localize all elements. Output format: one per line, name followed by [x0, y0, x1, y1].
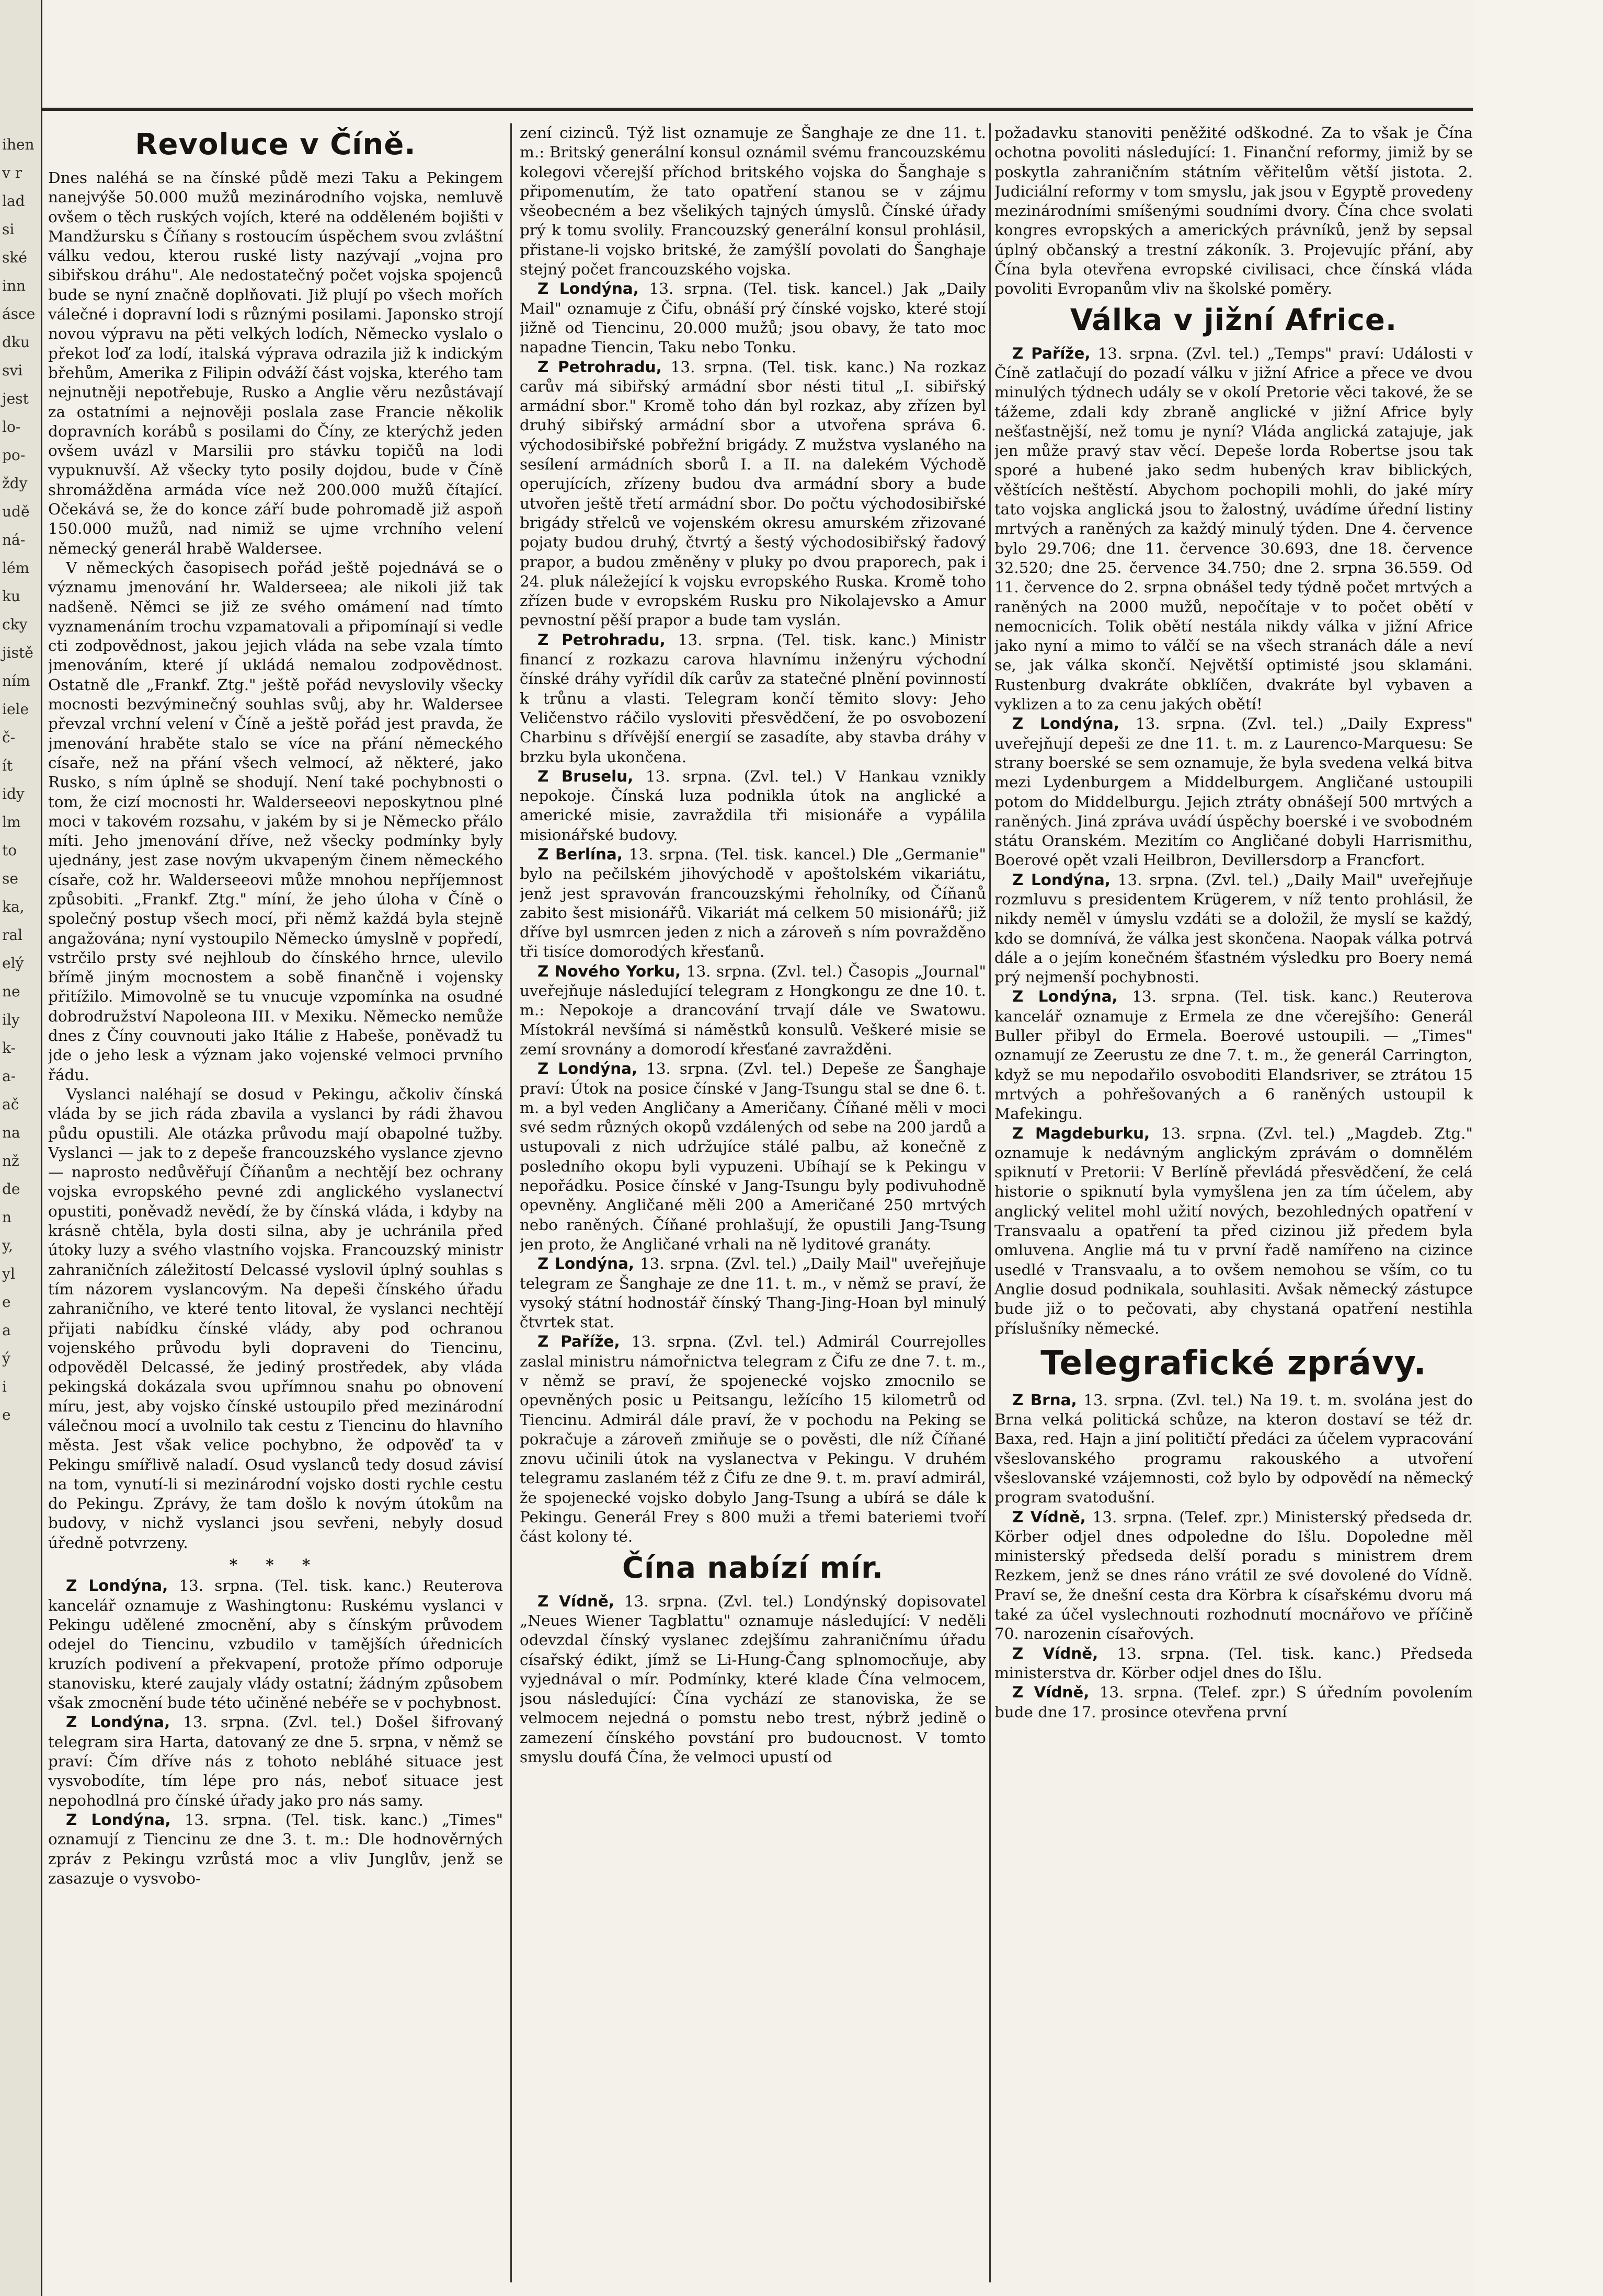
news-text: 13. srpna. (Telef. zpr.) Ministerský předseda dr. Körber odjel dnes odpoledne do Išlu. Dopoledne měl ministerský předseda delší poradu s ministrem drem Rezkem, jenž se dnes ráno vrátil ze své dovolené do Vídně. Praví se, že dnešní cesta dra Körbra k císařskému dvoru má také za účel vyslechnouti rozhodnutí mocnářovo ve příčině 70. narozenin císařových. [994, 1508, 1473, 1643]
gutter-fragment: e [2, 1406, 11, 1423]
news-text: 13. srpna. (Zvl. tel.) Na 19. t. m. svolána jest do Brna velká politická schůze, na kteron dostaví se též dr. Baxa, red. Hajn a jiní političtí předáci za účelem vypracování všeslovanského programu rakouského a utvoření všeslovanské vzájemnosti, což bylo by odpovědí na německý program svatodušní. [994, 1391, 1473, 1507]
news-place: Z Vídně, [537, 1592, 615, 1610]
gutter-fragment: lém [2, 559, 30, 577]
news-place: Z Nového Yorku, [537, 962, 681, 980]
article-heading: Válka v jižní Africe. [1070, 303, 1398, 337]
news-text: 13. srpna. (Zvl. tel.) Časopis „Journal" uveřejňuje následující telegram z Hongkongu ze dne 10. t. m.: Nepokoje a drancování trvají dále ve Swatowu. Místokrál nevšímá si náměstků konsulů. Veškeré misie se zemí srovnány a domorodí křesťané zavražděni. [520, 962, 986, 1058]
news-text: 13. srpna. (Tel. tisk. kanc.) Předseda ministerstva dr. Körber odjel dnes do Išlu. [994, 1644, 1473, 1682]
article-heading: Telegrafické zprávy. [1040, 1344, 1427, 1383]
article-paragraph: V německých časopisech pořád ještě pojednává se o významu jmenování hr. Walderseea; ale nikoli již tak nadšeně. Němci se již ze svého omámení nad tímto vyznamenáním trochu vzpamatovali a připomínají si vedle cti zodpovědnost, jakou jejich vláda na sebe vzala tímto jmenováním, které jí ukládá nemalou zodpovědnost. Ostatně dle „Frankf. Ztg." ještě pořád nevyslovily všecky mocnosti bezvýminečný souhlas svůj, aby hr. Waldersee převzal vrchní velení v Číně a ještě pořád jest pravda, že jmenování hraběte stalo se více na přání německého císaře, než na přání všech velmocí, až některé, jako Rusko, s ním úplně se shodují. Není také pochybnosti o tom, že cizí mocnosti hr. Walderseeovi neposkytnou plné moci v takovém rozsahu, v jakém by si je Německo přálo míti. Jeho jmenování dříve, než všecky podmínky byly ujednány, jest zase novým ukvapeným činem německého císaře, což hr. Walderseeovi může mnohou nepříjemnost způsobiti. „Frankf. Ztg." míní, že jeho úloha v Číně o společný postup všech mocí, při němž každá byla stejně angažována; nyní vystoupilo Německo úmyslně v popředí, vstrčilo prsty své nejhloub do čínského hrnce, ulevilo břímě jiným mocnostem a sobě finančně i vojensky přitížilo. Mimovolně se tu vnucuje vzpomínka na osudné dobrodružství Napoleona III. v Mexiku. Německo nemůže dnes z Číny couvnouti jako Itálie z Habeše, poněvadž tu jde o jeho lesk a význam jako vojenské velmoci prvního řádu. [48, 558, 503, 1084]
gutter-fragment: dku [2, 334, 30, 351]
news-text: 13. srpna. (Tel. tisk. kancel.) Dle „Germanie" bylo na pečilském jihovýchodě v apoštolském vikariátu, jenž jest spravován francouzskými řeholníky, od Číňanů zabito šest misionářů. Vikariát má celkem 50 misionářů; již dříve byl usmrcen jeden z nich a zároveň s ním povražděno tři tisíce domorodých křesťanů. [520, 845, 986, 961]
gutter-fragment: po- [2, 446, 26, 464]
news-item [994, 987, 1473, 1123]
gutter-fragment: udě [2, 503, 30, 520]
news-place: Z Vídně, [1012, 1644, 1098, 1662]
news-text: 13. srpna. (Tel. tisk. kanc.) „Times" oznamují z Tiencinu ze dne 3. t. m.: Dle hodnověrných zpráv z Pekingu vzrůstá moc a vliv Junglův, jenž se zasazuje o vysvobo- [48, 1810, 503, 1887]
gutter-fragment: de [2, 1180, 20, 1198]
gutter-fragment: iele [2, 701, 29, 718]
news-text: 13. srpna. (Telef. zpr.) S úředním povolením bude dne 17. prosince otevřena první [994, 1683, 1473, 1721]
news-text: 13. srpna. (Zvl. tel.) Admirál Courrejolles zaslal ministru námořnictva telegram z Čifu ze dne 7. t. m., v němž se praví, že spojenecké vojsko zmocnilo se opevněných posic u Peitsangu, ležícího 15 kilometrů od Tiencinu. Admirál dále praví, že v pochodu na Peking se pokračuje a zároveň zmiňuje se o pověsti, dle níž Číňané znovu učinili útok na vyslanectva v Pekingu. V druhém telegramu zaslaném též z Čifu ze dne 9. t. m. praví admirál, že spojenecké vojsko dobylo Jang-Tsung a ubírá se dále k Pekingu. Generál Frey s 800 muži a třemi bateriemi tvoří část kolony té. [520, 1333, 986, 1546]
news-item [520, 358, 986, 630]
gutter-fragment: se [2, 870, 18, 887]
news-item [520, 767, 986, 845]
news-item [520, 845, 986, 962]
news-place: Z Londýna, [66, 1577, 168, 1595]
gutter-fragment: jistě [2, 644, 33, 661]
news-text: 13. srpna. (Zvl. tel.) „Daily Mail" uveřejňuje telegram ze Šanghaje ze dne 11. t. m., v němž se praví, že vysoký státní hodnostář čínský Thang-Jing-Hoan byl minulý čtvrtek stat. [520, 1255, 986, 1331]
news-place: Z Londýna, [537, 1060, 638, 1078]
news-item [994, 714, 1473, 870]
gutter-fragment: ku [2, 588, 20, 605]
news-place: Z Londýna, [1012, 988, 1118, 1006]
news-text: 13. srpna. (Tel. tisk. kanc.) Reuterova kancelář oznamuje z Ermela ze dne včerejšího: Generál Buller přibyl do Ermela. Boerové ustoupili. — „Times" oznamují ze Zeerustu ze dne 7. t. m., že generál Carrington, když se mu nepodařilo osvoboditi Elandsriver, se ztrátou 15 mrtvých a pohřešovaných a 6 raněných ustoupil k Mafekingu. [994, 988, 1473, 1123]
column-2 [520, 123, 986, 2282]
news-text: 13. srpna. (Zvl. tel.) Depeše ze Šanghaje praví: Útok na posice čínské v Jang-Tsungu stal se dne 6. t. m. a byl veden Angličany a Američany. Číňané měli v moci své sedm různých okopů vzdálených od sebe na 200 jardů a ustupovali z nich udržujíce stálé palbu, až konečně z posledního okopu byli vypuzeni. Ubíhají se k Pekingu v nepořádku. Posice čínské v Jang-Tsungu byly podivuhodně opevněny. Angličané měli 200 a Američané 250 mrtvých nebo raněných. Číňané prohlašují, že opustili Jang-Tsung jen proto, že Angličané vrhali na ně lyditové granáty. [520, 1060, 986, 1253]
gutter-fragment: ždy [2, 475, 28, 492]
gutter-fragment: to [2, 842, 17, 859]
gutter-fragment: k- [2, 1039, 16, 1057]
news-place: Z Londýna, [66, 1810, 171, 1829]
page-margin [1473, 0, 1603, 2296]
gutter-fragment: ka, [2, 898, 25, 915]
news-item [520, 962, 986, 1059]
gutter-fragment: lad [2, 192, 25, 210]
news-text: 13. srpna. (Zvl. tel.) „Daily Express" uveřejňují depeši ze dne 11. t. m. z Laurenco-Marquesu: Se strany boerské se sem oznamuje, že byla svedena velká bitva mezi Lydenburgem a Middelburgem. Angličané ustoupili potom do Middelburgu. Jejich ztráty obnášejí 500 mrtvých a raněných. Jiná zpráva uvádí úspěchy boerské i ve svobodném státu Oranském. Mezitím co Angličané dobyli Harrismithu, Boerové opět vzali Heilbron, Devillersdorp a Francfort. [994, 715, 1473, 869]
news-item [520, 630, 986, 767]
gutter-fragment: nž [2, 1152, 19, 1169]
gutter-fragment: č- [2, 729, 16, 746]
gutter-fragment: idy [2, 785, 25, 802]
news-place: Z Magdeburku, [1012, 1124, 1150, 1142]
news-place: Z Petrohradu, [537, 630, 666, 649]
news-place: Z Paříže, [1012, 344, 1091, 362]
gutter-fragment: ské [2, 249, 27, 266]
news-item [994, 870, 1473, 988]
news-item [520, 1254, 986, 1332]
gutter-fragment: v r [2, 164, 22, 181]
gutter-fragment: n [2, 1209, 12, 1226]
news-place: Z Petrohradu, [537, 358, 662, 376]
gutter-fragment: ít [2, 757, 13, 774]
gutter-fragment: a- [2, 1067, 16, 1085]
news-text: 13. srpna. (Zvl. tel.) „Temps" praví: Události v Číně zatlačují do pozadí válku v jižní Africe a přece ve dvou minulých týdnech udály se v okolí Pretorie věci takové, že se tážeme, zdali kdy zbraně anglické v jižní Africe byly nešťastnější, než tomu je nyní? Vláda anglická zatajuje, jak jen může pravý stav věcí. Depeše lorda Robertse jsou tak sporé a hubené jako sedm hubených krav biblických, věštících neštěstí. Abychom pochopili mohli, do jaké míry tato vojska anglická jsou to žalostný, uvádíme úřední listiny mrtvých a raněných za každý minulý týden. Dne 4. července bylo 29.706; dne 11. července 30.693, dne 18. července 32.520; dne 25. července 34.750; dne 2. srpna 36.559. Od 11. července do 2. srpna obnášel tedy týdně počet mrtvých a raněných na 2000 mužů, nepočítaje v to počet obětí v nemocnicích. Tolik obětí nestála nikdy válka v jižní Africe jako nyní a mimo to válčí se na všech stranách dále a neví se, jak válka skončí. Největší optimisté jsou sklamáni. Rustenburg dvakráte obklíčen, dvakráte byl vybaven a vyklizen a to za cenu jakých obětí! [994, 344, 1473, 714]
gutter-fragment: na [2, 1124, 20, 1141]
gutter-fragment: ý [2, 1350, 10, 1367]
column-1 [48, 123, 503, 2282]
previous-page-edge [0, 0, 42, 2296]
news-item [994, 1124, 1473, 1338]
article-heading: Čína nabízí mír. [622, 1551, 884, 1585]
gutter-fragment: elý [2, 955, 24, 972]
article-heading: Revoluce v Číně. [135, 128, 416, 162]
news-place: Z Londýna, [1012, 715, 1120, 733]
gutter-fragment: ač [2, 1096, 19, 1113]
news-text: 13. srpna. (Zvl. tel.) „Daily Mail" uveřejňuje rozmluvu s presidentem Krügerem, v níž tento prohlásil, že nikdy neměl v úmyslu vzdáti se a doložil, že myslí se každý, kdo se domnívá, že válka jest skončena. Naopak válka potrvá dále a o jejím konečném šťastném výsledku pro Boery nemá prý nejmenší pochybnosti. [994, 870, 1473, 986]
article-paragraph: zení cizinců. Týž list oznamuje ze Šanghaje ze dne 11. t. m.: Britský generální konsul oznámil svému francouzskému kolegovi včerejší příchod britského vojska do Šanghaje s připomenutím, že tato opatření stanou se v zájmu všeobecném a bez všelikých tajných úmyslů. Čínské úřady prý k tomu svolily. Francouzský generální konsul prohlásil, přistane-li vojsko britské, že zamýšlí povolati do Šanghaje stejný počet francouzského vojska. [520, 124, 986, 279]
gutter-fragment: y, [2, 1237, 13, 1254]
gutter-fragment: lm [2, 813, 21, 831]
news-item [994, 1644, 1473, 1683]
news-text: 13. srpna. (Zvl. tel.) Došel šifrovaný telegram sira Harta, datovaný ze dne 5. srpna, v němž se praví: Čím dříve nás z tohoto nebláhé situace jest vysvobodíte, tím lépe pro nás, neboť situace jest nepohodlná pro čínské úřady jako pro nás samy. [48, 1713, 503, 1809]
news-place: Z Berlína, [537, 845, 623, 863]
gutter-fragment: ne [2, 983, 20, 1000]
column-3 [994, 123, 1473, 2282]
gutter-fragment: jest [2, 390, 29, 407]
gutter-fragment: i [2, 1378, 7, 1395]
news-item [520, 1059, 986, 1254]
header-rule [41, 108, 1603, 111]
column-divider [510, 123, 512, 2282]
news-text: 13. srpna. (Zvl. tel.) V Hankau vznikly nepokoje. Čínská luza podnikla útok na anglické a americké misie, zavraždila tři misionáře a vypálila misionářské budovy. [520, 767, 986, 844]
news-text: 13. srpna. (Tel. tisk. kanc.) Na rozkaz carův má sibiřský armádní sbor nésti titul „I. sibiřský armádní sbor." Kromě toho dán byl rozkaz, aby zřízen byl druhý sibiřský armádní sbor a utvořena správa 6. východosibiřské pobřežní brigády. Z mužstva vyslaného na sesílení armádních sborů I. a II. na dalekém Východě operujících, zřízeny budou dva armádní sbory a bude utvořen ještě třetí armádní sbor. Do počtu východosibiřské brigády střelců ve vojenském okresu amurském zřizované pojaty budou druhý, čtvrtý a šestý východosibiřský řadový prapor, a budou změněny v pluky po dvou praporech, pak i 24. pluk náležející k vojsku evropského Ruska. Kromě toho zřízen bude v evropském Rusku pro Nikolajevsko a Amur pevnostní pěší prapor a bude tam vyslán. [520, 358, 986, 629]
gutter-fragment: ihen [2, 136, 35, 153]
gutter-fragment: e [2, 1293, 11, 1311]
news-place: Z Londýna, [537, 1255, 635, 1273]
gutter-fragment: lo- [2, 418, 21, 435]
news-item [520, 279, 986, 357]
news-item [520, 1332, 986, 1546]
news-place: Z Londýna, [537, 280, 639, 298]
article-paragraph: Dnes naléhá se na čínské půdě mezi Taku a Pekingem nanejvýše 50.000 mužů mezinárodního vojska, nemluvě ovšem o těch ruských vojích, které na odděleném bojišti v Mandžursku s Číňany s rostoucím úspěchem svou zvláštní válku vedou, kterou ruské listy nazývají „vojna pro sibiřskou dráhu". Ale nedostatečný počet vojska spojenců bude se nyní značně doplňovati. Již plují po všech mořích válečné i dopravní lodi s různými posilami. Japonsko strojí novou výpravu na pěti velkých lodích, Německo vyslalo o překot loď za lodí, italská výprava odrazila již k indickým břehům, Amerika z Filipin odváží část vojska, kterého tam nejnutněji nepotřebuje, Rusko a Anglie věru nezůstávají za ostatními a nejnověji poslala zase Francie několik dopravních korábů s posilami do Číny, ze kterýchž jeden ovšem uvázl v Marsilii pro stávku topičů na lodi vypuknuvší. Až všecky tyto posily dojdou, bude v Číně shromážděna armáda více než 200.000 mužů čítající. Očekává se, že do konce září bude pohromadě již aspoň 150.000 mužů, nad nimiž se ujme vrchního velení německý generál hrabě Waldersee. [48, 169, 503, 557]
gutter-fragment: ásce [2, 305, 36, 323]
news-place: Z Vídně, [1012, 1508, 1086, 1526]
news-item [520, 1592, 986, 1767]
gutter-fragment: a [2, 1322, 11, 1339]
news-text: 13. srpna. (Tel. tisk. kanc.) Reuterova kancelář oznamuje z Washingtonu: Ruskému vyslanci v Pekingu udělené zmocnění, aby s čínským průvodem odejel do Tiencinu, vzbudilo v tamějších úřednicích kruzích podivení a překvapení, protože přímo odporuje stanovisku, které zaujaly vlády ostatní; žádným způsobem však zmocnění bude této učiněné nebéře se v pochybnost. [48, 1577, 503, 1712]
news-place: Z Londýna, [66, 1713, 170, 1731]
news-item [994, 1683, 1473, 1722]
news-text: 13. srpna. (Zvl. tel.) Londýnský dopisovatel „Neues Wiener Tagblattu" oznamuje následující: V neděli odevzdal čínský vyslanec zdejšímu zahraničnímu úřadu císařský édikt, jímž se Li-Hung-Čang splnomocňuje, aby vyjednával o mír. Podmínky, které klade Čína velmocem, jsou následující: Čína vychází ze stanoviska, že se velmocem nejedná o pomstu nebo trest, nýbrž jedině o zamezení čínského povstání pro budoucnost. V tomto smyslu doufá Čína, že velmoci upustí od [520, 1592, 986, 1766]
news-place: Z Vídně, [1012, 1683, 1090, 1702]
article-paragraph: požadavku stanoviti peněžité odškodné. Za to však je Čína ochotna povoliti následující: 1. Finanční reformy, jimiž by se poskytla zahraničním státním věřitelům větší jistota. 2. Judiciální reformy v tom smyslu, jak jsou v Egyptě provedeny mezinárodními smíšenými soudními dvory. Čína chce svolati kongres evropských a amerických právníků, jenž by sepsal úplný občanský a trestní zákoník. 3. Projevujíc přání, aby Čína byla otevřena evropské civilisaci, chce čínská vláda povoliti Evropanům vliv na školské poměry. [994, 124, 1473, 298]
news-text: 13. srpna. (Zvl. tel.) „Magdeb. Ztg." oznamuje k nedávným anglickým zprávám o domnělém spiknutí v Pretorii: V Berlíně převládá přesvědčení, že celá historie o spiknutí byla vymyšlena jen za tím účelem, aby anglický velitel mohl užití nových, bezohledných opatření v Transvaalu a opatření ta před cizinou již předem byla omluvena. Anglie má tu v první řadě namířeno na cizince usedlé v Transvaalu, a to ovšem nemohou se vším, co tu Anglie dosud podnikala, souhlasiti. Avšak německý zástupce bude již o to pečovati, aby chystaná opatření nestihla příslušníky německé. [994, 1124, 1473, 1337]
news-place: Z Bruselu, [537, 767, 634, 785]
news-item [48, 1713, 503, 1810]
news-item [994, 1391, 1473, 1508]
gutter-fragment: si [2, 221, 15, 238]
gutter-fragment: yl [2, 1265, 15, 1282]
news-item [48, 1810, 503, 1888]
section-separator: * * * [229, 1555, 322, 1574]
gutter-fragment: ily [2, 1011, 20, 1028]
news-place: Z Brna, [1012, 1391, 1077, 1409]
gutter-fragment: cky [2, 616, 28, 633]
article-paragraph: Vyslanci naléhají se dosud v Pekingu, ačkoliv čínská vláda by se jich ráda zbavila a vyslanci by rádi žhavou půdu opustili. Ale otázka průvodu mají obapolné tužby. Vyslanci — jak to z depeše francouzského vyslance zjevno — naprosto nedůvěřují Číňanům a nechtějí bez ochrany vojska evropského pevné zdi anglického vyslanectví opustiti, poněvadž nevědí, že by čínská vláda, i kdyby na krásně chtěla, byla dosti silna, aby je uchránila před útoky luzy a svého vlastního vojska. Francouzský ministr zahraničních záležitostí Delcassé vyslovil úplný souhlas s tím názorem vyslancovým. Na depeši čínského úřadu zahraničního, ve které tento litoval, že vyslanci nechtějí přijati nabídku čínské vlády, aby pod ochranou vojenského průvodu byli dopraveni do Tiencinu, odpověděl Delcassé, že jediný prostředek, aby vláda pekingská dokázala svou upřímnou snahu po obnovení míru, jest, aby vojsko čínské ustoupilo před mezinárodní válečnou mocí a uvolnilo tak cestu z Tiencinu do hlavního města. Jest však velice pochybno, že odpověď ta v Pekingu smířlivě naladí. Osud vyslanců tedy dosud závisí na tom, vynutí-li si mezinárodní vojsko dosti rychle cestu do Pekingu. Zprávy, že tam došlo k novým útokům na budovy, v nichž vyslanci jsou sevřeni, nebyly dosud úředně potvrzeny. [48, 1085, 503, 1552]
gutter-fragment: inn [2, 277, 26, 294]
column-divider [989, 123, 991, 2282]
gutter-fragment: ním [2, 672, 30, 690]
gutter-fragment: ral [2, 926, 23, 944]
news-place: Z Paříže, [537, 1333, 620, 1351]
news-text: 13. srpna. (Tel. tisk. kancel.) Jak „Daily Mail" oznamuje z Čifu, obnáší prý čínské vojsko, které stojí jižně od Tiencinu, 20.000 mužů; jsou obavy, že tato moc napadne Tiencin, Taku nebo Tonku. [520, 280, 986, 357]
news-place: Z Londýna, [1012, 870, 1110, 889]
news-text: 13. srpna. (Tel. tisk. kanc.) Ministr financí z rozkazu carova hlavnímu inženýru východní čínské dráhy vyřídil dík carův za statečné plnění povinností k trůnu a vlasti. Telegram končí těmito slovy: Jeho Veličenstvo ráčilo vysloviti přesvědčení, že po osvobození Charbinu s dřívější energií se zasadíte, aby stavba dráhy v brzku byla ukončena. [520, 630, 986, 766]
news-item [48, 1576, 503, 1713]
gutter-fragment: svi [2, 362, 23, 379]
news-item [994, 1508, 1473, 1644]
gutter-fragment: ná- [2, 531, 26, 548]
news-item [994, 344, 1473, 715]
